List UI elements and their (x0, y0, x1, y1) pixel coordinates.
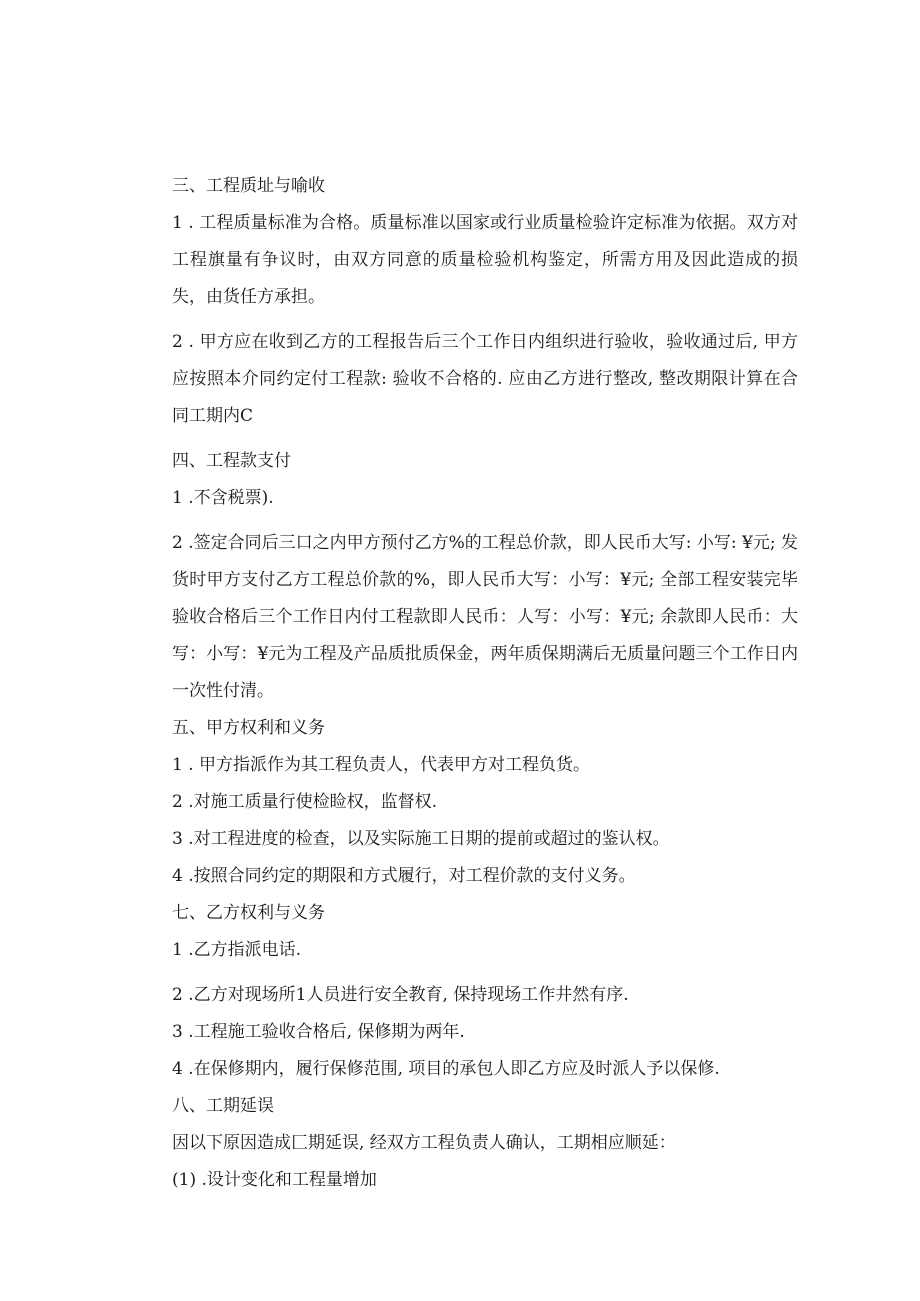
party-a-item-1: 1 . 甲方指派作为其工程负责人，代表甲方对工程负货。 (172, 755, 591, 775)
payment-item-1: 1 .不含税票). (172, 488, 274, 508)
party-b-item-3: 3 .工程施工验收合格后, 保修期为两年. (172, 1022, 465, 1042)
quality-item-1: 1 . 工程质量标准为合格。质量标准以国家或行业质量检验许定标准为依据。双方对工程旗量有争议时，由双方同意的质量检验机构鉴定，所需方用及因此造成的损失，由货任方承担。 (172, 213, 798, 307)
section-heading-quality: 三、工程质址与喻收 (172, 176, 325, 196)
section-heading-delay: 八、工期延误 (172, 1096, 274, 1116)
section-heading-party-b: 七、乙方权利与义务 (172, 903, 325, 923)
party-a-item-2: 2 .对施工质量行使检睑权，监督权. (172, 792, 438, 812)
section-heading-payment: 四、工程款支付 (172, 451, 291, 471)
party-a-item-4: 4 .按照合同约定的期限和方式履行，对工程价款的支付义务。 (172, 866, 636, 886)
payment-item-2: 2 .签定合同后三口之内甲方预付乙方%的工程总价款，即人民币大写: 小写: ¥元; 发货时甲方支付乙方工程总价款的%，即人民币大写：小写：¥元; 全部工程安装完毕验收合格后三个工作日内付工程款即人民币：人写：小写：¥元; 余款即人民币：大写：小写：¥元为工程及产品质批质保金，两年质保期满后无质量问题三个工作日内一次性付清。 (172, 533, 798, 701)
party-b-item-1: 1 .乙方指派电话. (172, 940, 302, 960)
party-b-item-4: 4 .在保修期内，履行保修范围, 项目的承包人即乙方应及时派人予以保修. (172, 1059, 720, 1079)
delay-item-1: (1) .设计变化和工程量增加 (172, 1170, 377, 1190)
section-heading-party-a: 五、甲方权利和义务 (172, 718, 325, 738)
party-b-item-2: 2 .乙方对现场所1人员进行安全教育, 保持现场工作井然有序. (172, 985, 629, 1005)
delay-intro: 因以下原因造成匚期延误, 经双方工程负责人确认，工期相应顺延： (172, 1133, 676, 1153)
document-body (138, 168, 798, 1199)
quality-item-2: 2 . 甲方应在收到乙方的工程报告后三个工作日内组织进行验收，验收通过后, 甲方应按照本介同约定付工程款: 验收不合格的. 应由乙方进行整改, 整改期限计算在合同工期内C (172, 332, 798, 426)
party-a-item-3: 3 .对工程进度的检查，以及实际施工日期的提前或超过的鉴认权。 (172, 829, 670, 849)
